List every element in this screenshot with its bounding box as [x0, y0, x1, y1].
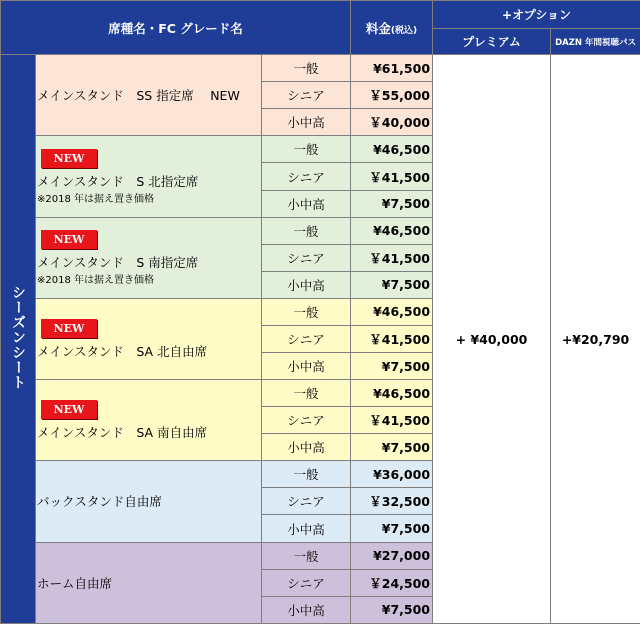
price-value: ¥46,500 — [351, 380, 433, 407]
grade-label: シニア — [262, 325, 351, 352]
seat-section — [36, 461, 262, 542]
new-badge: NEW — [41, 400, 97, 419]
price-value: ¥61,500 — [351, 55, 433, 82]
new-badge: NEW — [41, 149, 97, 168]
price-value: ￥32,500 — [351, 488, 433, 515]
price-value: ¥27,000 — [351, 542, 433, 569]
grade-label: 一般 — [262, 380, 351, 407]
seat-section — [36, 136, 262, 217]
grade-label: 小中高 — [262, 515, 351, 542]
new-badge: NEW — [41, 230, 97, 249]
price-value: ¥7,500 — [351, 515, 433, 542]
grade-label: シニア — [262, 407, 351, 434]
grade-label: 一般 — [262, 55, 351, 82]
dazn-price: +¥20,790 — [551, 55, 640, 624]
new-badge: NEW — [41, 319, 97, 338]
price-value: ￥41,500 — [351, 244, 433, 271]
season-seat-label: シーズンシート — [10, 285, 26, 391]
seat-name: メインスタンド SA 南自由席 — [37, 425, 208, 441]
grade-label: シニア — [262, 569, 351, 596]
price-value: ￥41,500 — [351, 163, 433, 190]
grade-label: 小中高 — [262, 596, 351, 623]
grade-label: 一般 — [262, 217, 351, 244]
grade-label: シニア — [262, 488, 351, 515]
seat-section — [36, 542, 262, 623]
grade-label: シニア — [262, 244, 351, 271]
price-value: ¥46,500 — [351, 136, 433, 163]
grade-label: 小中高 — [262, 434, 351, 461]
seat-note: ※2018 年は据え置き価格 — [37, 194, 155, 205]
dazn-header: DAZN 年間視聴パス — [551, 29, 640, 55]
price-value: ¥7,500 — [351, 190, 433, 217]
seat-name: メインスタンド S 南指定席 — [37, 255, 199, 271]
grade-label: 小中高 — [262, 190, 351, 217]
price-value: ¥36,000 — [351, 461, 433, 488]
option-header: +オプション — [433, 1, 640, 29]
price-value: ￥41,500 — [351, 407, 433, 434]
grade-label: シニア — [262, 82, 351, 109]
premium-header: プレミアム — [433, 29, 551, 55]
grade-label: 小中高 — [262, 271, 351, 298]
price-value: ¥7,500 — [351, 271, 433, 298]
price-value: ¥7,500 — [351, 434, 433, 461]
price-value: ￥55,000 — [351, 82, 433, 109]
price-tax-note: (税込) — [390, 25, 418, 36]
grade-label: 一般 — [262, 461, 351, 488]
seat-section — [36, 298, 262, 379]
price-header-label: 料金 — [365, 20, 391, 36]
grade-label: 小中高 — [262, 109, 351, 136]
seat-section — [36, 380, 262, 461]
grade-label: 一般 — [262, 542, 351, 569]
season-seat-category — [1, 55, 36, 624]
grade-label: 一般 — [262, 136, 351, 163]
grade-label: 小中高 — [262, 353, 351, 380]
price-value: ¥7,500 — [351, 596, 433, 623]
price-value: ￥41,500 — [351, 325, 433, 352]
grade-label: 一般 — [262, 298, 351, 325]
price-value: ￥24,500 — [351, 569, 433, 596]
seat-name: ホーム自由席 — [37, 575, 113, 591]
price-header — [351, 1, 433, 55]
seat-name: バックスタンド自由席 — [37, 494, 162, 510]
grade-label: シニア — [262, 163, 351, 190]
price-value: ¥46,500 — [351, 298, 433, 325]
price-value: ￥40,000 — [351, 109, 433, 136]
seat-note: ※2018 年は据え置き価格 — [37, 275, 155, 287]
price-value: ¥46,500 — [351, 217, 433, 244]
premium-price: + ¥40,000 — [433, 55, 551, 624]
seat-name: メインスタンド SA 北自由席 — [37, 343, 208, 359]
seat-section — [36, 55, 262, 136]
seat-name: メインスタンド SS 指定席 NEW — [37, 88, 240, 104]
price-value: ¥7,500 — [351, 353, 433, 380]
seat-name: メインスタンド S 北指定席 — [37, 174, 199, 189]
seat-grade-header: 席種名・FC グレード名 — [1, 1, 351, 55]
seat-section — [36, 217, 262, 298]
